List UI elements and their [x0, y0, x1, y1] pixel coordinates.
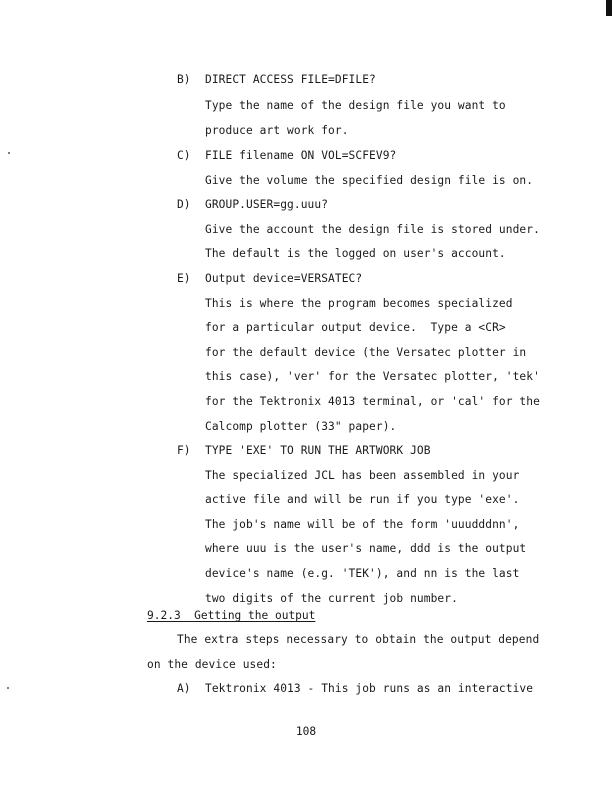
scan-speck	[8, 152, 10, 154]
item-e-description-line: Calcomp plotter (33" paper).	[205, 420, 397, 433]
item-f-description-line: The job's name will be of the form 'uuudddnn',	[205, 518, 520, 531]
item-f-description-line: device's name (e.g. 'TEK'), and nn is the last	[205, 567, 520, 580]
item-c-prompt: FILE filename ON VOL=SCFEV9?	[205, 149, 397, 162]
item-d-description-line: Give the account the design file is stored under.	[205, 223, 540, 236]
section-heading: 9.2.3 Getting the output	[147, 609, 316, 622]
item-e-description-line: This is where the program becomes specialized	[205, 297, 513, 310]
item-f-prompt: TYPE 'EXE' TO RUN THE ARTWORK JOB	[205, 444, 431, 457]
item-b-prompt: DIRECT ACCESS FILE=DFILE?	[205, 73, 376, 86]
item-f-description-line: two digits of the current job number.	[205, 592, 458, 605]
item-d-label: D)	[177, 198, 191, 211]
item-c-label: C)	[177, 149, 191, 162]
item-e-description-line: this case), 'ver' for the Versatec plotter, 'tek'	[205, 370, 540, 383]
section-paragraph-line: The extra steps necessary to obtain the output depend	[177, 633, 540, 646]
item-e-prompt: Output device=VERSATEC?	[205, 272, 363, 285]
section-list-item-text: Tektronix 4013 - This job runs as an interactive	[205, 682, 534, 695]
item-e-description-line: for a particular output device. Type a <CR>	[205, 321, 506, 334]
item-f-description-line: The specialized JCL has been assembled in your	[205, 469, 520, 482]
item-c-description-line: Give the volume the specified design file is on.	[205, 174, 534, 187]
item-d-prompt: GROUP.USER=gg.uuu?	[205, 198, 329, 211]
section-paragraph-line: on the device used:	[147, 658, 277, 671]
item-b-description-line: Type the name of the design file you want to	[205, 99, 506, 112]
section-list-item-label: A)	[177, 682, 191, 695]
item-b-label: B)	[177, 73, 191, 86]
item-e-description-line: for the Tektronix 4013 terminal, or 'cal' for the	[205, 395, 540, 408]
item-f-description-line: where uuu is the user's name, ddd is the output	[205, 542, 527, 555]
scan-speck	[7, 687, 9, 689]
scan-corner-mark	[606, 0, 612, 16]
page-number: 108	[295, 725, 317, 738]
item-b-description-line: produce art work for.	[205, 124, 349, 137]
item-f-label: F)	[177, 444, 191, 457]
item-f-description-line: active file and will be run if you type 'exe'.	[205, 493, 520, 506]
item-e-label: E)	[177, 272, 191, 285]
item-d-description-line: The default is the logged on user's account.	[205, 247, 506, 260]
item-e-description-line: for the default device (the Versatec plotter in	[205, 346, 527, 359]
